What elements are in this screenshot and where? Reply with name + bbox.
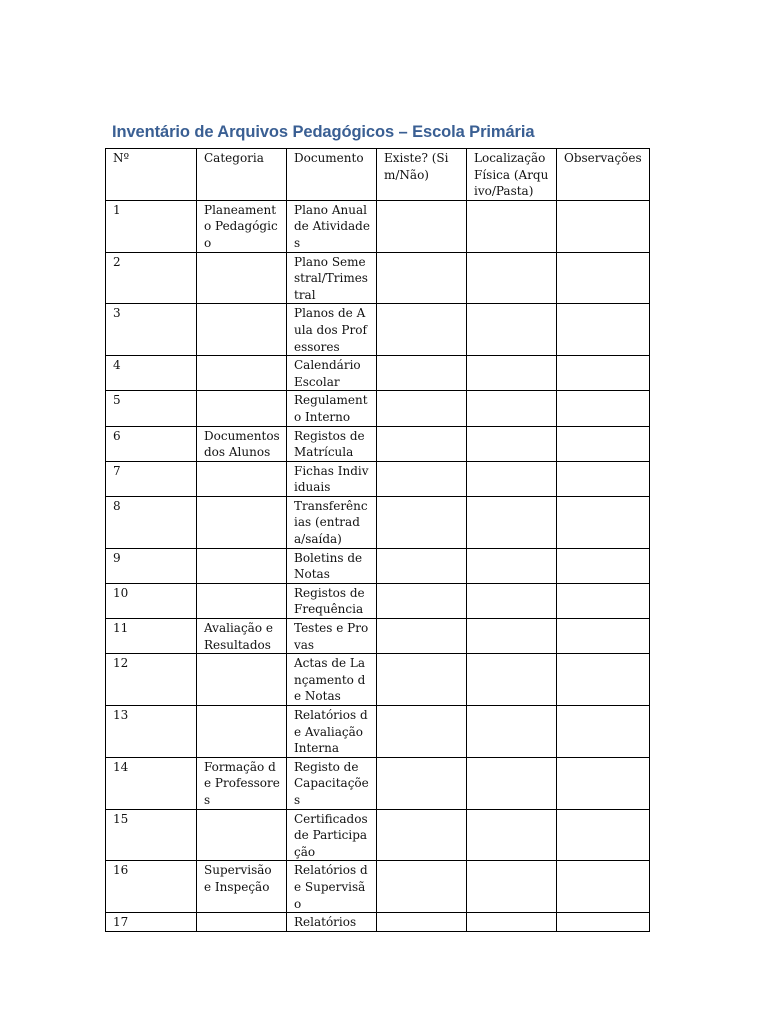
cell-categoria [197, 654, 287, 706]
cell-existe [377, 391, 467, 426]
cell-categoria [197, 706, 287, 758]
cell-localizacao [467, 861, 557, 913]
cell-documento: Registos de Matrícula [287, 426, 377, 461]
header-documento: Documento [287, 149, 377, 201]
cell-categoria [197, 461, 287, 496]
cell-documento: Calendário Escolar [287, 356, 377, 391]
cell-localizacao [467, 496, 557, 548]
cell-categoria: Avaliação e Resultados [197, 619, 287, 654]
cell-observacoes [557, 706, 650, 758]
cell-localizacao [467, 757, 557, 809]
table-row [106, 461, 650, 496]
table-row [106, 391, 650, 426]
cell-number: 3 [106, 304, 197, 356]
cell-observacoes [557, 757, 650, 809]
cell-categoria [197, 304, 287, 356]
cell-existe [377, 757, 467, 809]
cell-existe [377, 861, 467, 913]
cell-number: 8 [106, 496, 197, 548]
cell-number: 11 [106, 619, 197, 654]
header-existe: Existe? (Sim/Não) [377, 149, 467, 201]
cell-observacoes [557, 200, 650, 252]
cell-existe [377, 548, 467, 583]
cell-existe [377, 356, 467, 391]
header-observacoes: Observações [557, 149, 650, 201]
table-row [106, 757, 650, 809]
cell-existe [377, 706, 467, 758]
cell-localizacao [467, 252, 557, 304]
table-row [106, 356, 650, 391]
cell-categoria [197, 548, 287, 583]
cell-categoria [197, 252, 287, 304]
cell-documento: Testes e Provas [287, 619, 377, 654]
cell-observacoes [557, 913, 650, 932]
cell-observacoes [557, 654, 650, 706]
header-categoria: Categoria [197, 149, 287, 201]
cell-number: 2 [106, 252, 197, 304]
table-row [106, 252, 650, 304]
document-title: Inventário de Arquivos Pedagógicos – Escola Primária [112, 123, 535, 141]
cell-observacoes [557, 619, 650, 654]
cell-documento: Plano Semestral/Trimestral [287, 252, 377, 304]
table-row [106, 706, 650, 758]
cell-existe [377, 654, 467, 706]
cell-observacoes [557, 391, 650, 426]
table-row [106, 583, 650, 618]
cell-categoria [197, 496, 287, 548]
cell-existe [377, 496, 467, 548]
cell-localizacao [467, 809, 557, 861]
cell-number: 5 [106, 391, 197, 426]
cell-localizacao [467, 583, 557, 618]
cell-existe [377, 426, 467, 461]
table-row [106, 304, 650, 356]
table-row [106, 548, 650, 583]
cell-existe [377, 461, 467, 496]
cell-observacoes [557, 548, 650, 583]
cell-number: 17 [106, 913, 197, 932]
cell-number: 7 [106, 461, 197, 496]
cell-number: 10 [106, 583, 197, 618]
cell-categoria: Formação de Professores [197, 757, 287, 809]
table-row [106, 913, 650, 932]
cell-localizacao [467, 619, 557, 654]
cell-categoria [197, 356, 287, 391]
cell-number: 6 [106, 426, 197, 461]
cell-existe [377, 200, 467, 252]
cell-existe [377, 913, 467, 932]
table-row [106, 619, 650, 654]
cell-observacoes [557, 252, 650, 304]
cell-localizacao [467, 461, 557, 496]
cell-localizacao [467, 548, 557, 583]
cell-number: 12 [106, 654, 197, 706]
cell-documento: Registos de Frequência [287, 583, 377, 618]
table-header-row [106, 149, 650, 201]
cell-documento: Relatórios de Avaliação Interna [287, 706, 377, 758]
cell-localizacao [467, 706, 557, 758]
cell-localizacao [467, 200, 557, 252]
cell-categoria [197, 913, 287, 932]
cell-documento: Relatórios [287, 913, 377, 932]
cell-categoria: Supervisão e Inspeção [197, 861, 287, 913]
cell-existe [377, 809, 467, 861]
cell-localizacao [467, 356, 557, 391]
table-row [106, 200, 650, 252]
cell-observacoes [557, 809, 650, 861]
cell-number: 4 [106, 356, 197, 391]
cell-documento: Transferências (entrada/saída) [287, 496, 377, 548]
cell-observacoes [557, 583, 650, 618]
cell-existe [377, 583, 467, 618]
cell-documento: Planos de Aula dos Professores [287, 304, 377, 356]
cell-documento: Actas de Lançamento de Notas [287, 654, 377, 706]
cell-documento: Boletins de Notas [287, 548, 377, 583]
cell-localizacao [467, 654, 557, 706]
cell-observacoes [557, 496, 650, 548]
cell-number: 15 [106, 809, 197, 861]
table-row [106, 861, 650, 913]
table-row [106, 654, 650, 706]
cell-categoria: Planeamento Pedagógico [197, 200, 287, 252]
cell-existe [377, 619, 467, 654]
cell-existe [377, 252, 467, 304]
cell-observacoes [557, 304, 650, 356]
cell-localizacao [467, 304, 557, 356]
cell-documento: Relatórios de Supervisão [287, 861, 377, 913]
table-row [106, 809, 650, 861]
cell-documento: Registo de Capacitações [287, 757, 377, 809]
cell-observacoes [557, 461, 650, 496]
cell-observacoes [557, 426, 650, 461]
cell-localizacao [467, 913, 557, 932]
table-row [106, 426, 650, 461]
cell-documento: Fichas Individuais [287, 461, 377, 496]
cell-number: 16 [106, 861, 197, 913]
cell-number: 1 [106, 200, 197, 252]
cell-observacoes [557, 356, 650, 391]
cell-categoria: Documentos dos Alunos [197, 426, 287, 461]
cell-localizacao [467, 391, 557, 426]
cell-categoria [197, 809, 287, 861]
cell-existe [377, 304, 467, 356]
table-row [106, 496, 650, 548]
header-localizacao: Localização Física (Arquivo/Pasta) [467, 149, 557, 201]
cell-number: 13 [106, 706, 197, 758]
cell-localizacao [467, 426, 557, 461]
cell-observacoes [557, 861, 650, 913]
cell-categoria [197, 391, 287, 426]
inventory-table [105, 148, 650, 932]
cell-documento: Certificados de Participação [287, 809, 377, 861]
cell-number: 14 [106, 757, 197, 809]
header-number: Nº [106, 149, 197, 201]
cell-documento: Regulamento Interno [287, 391, 377, 426]
cell-number: 9 [106, 548, 197, 583]
cell-documento: Plano Anual de Atividades [287, 200, 377, 252]
cell-categoria [197, 583, 287, 618]
